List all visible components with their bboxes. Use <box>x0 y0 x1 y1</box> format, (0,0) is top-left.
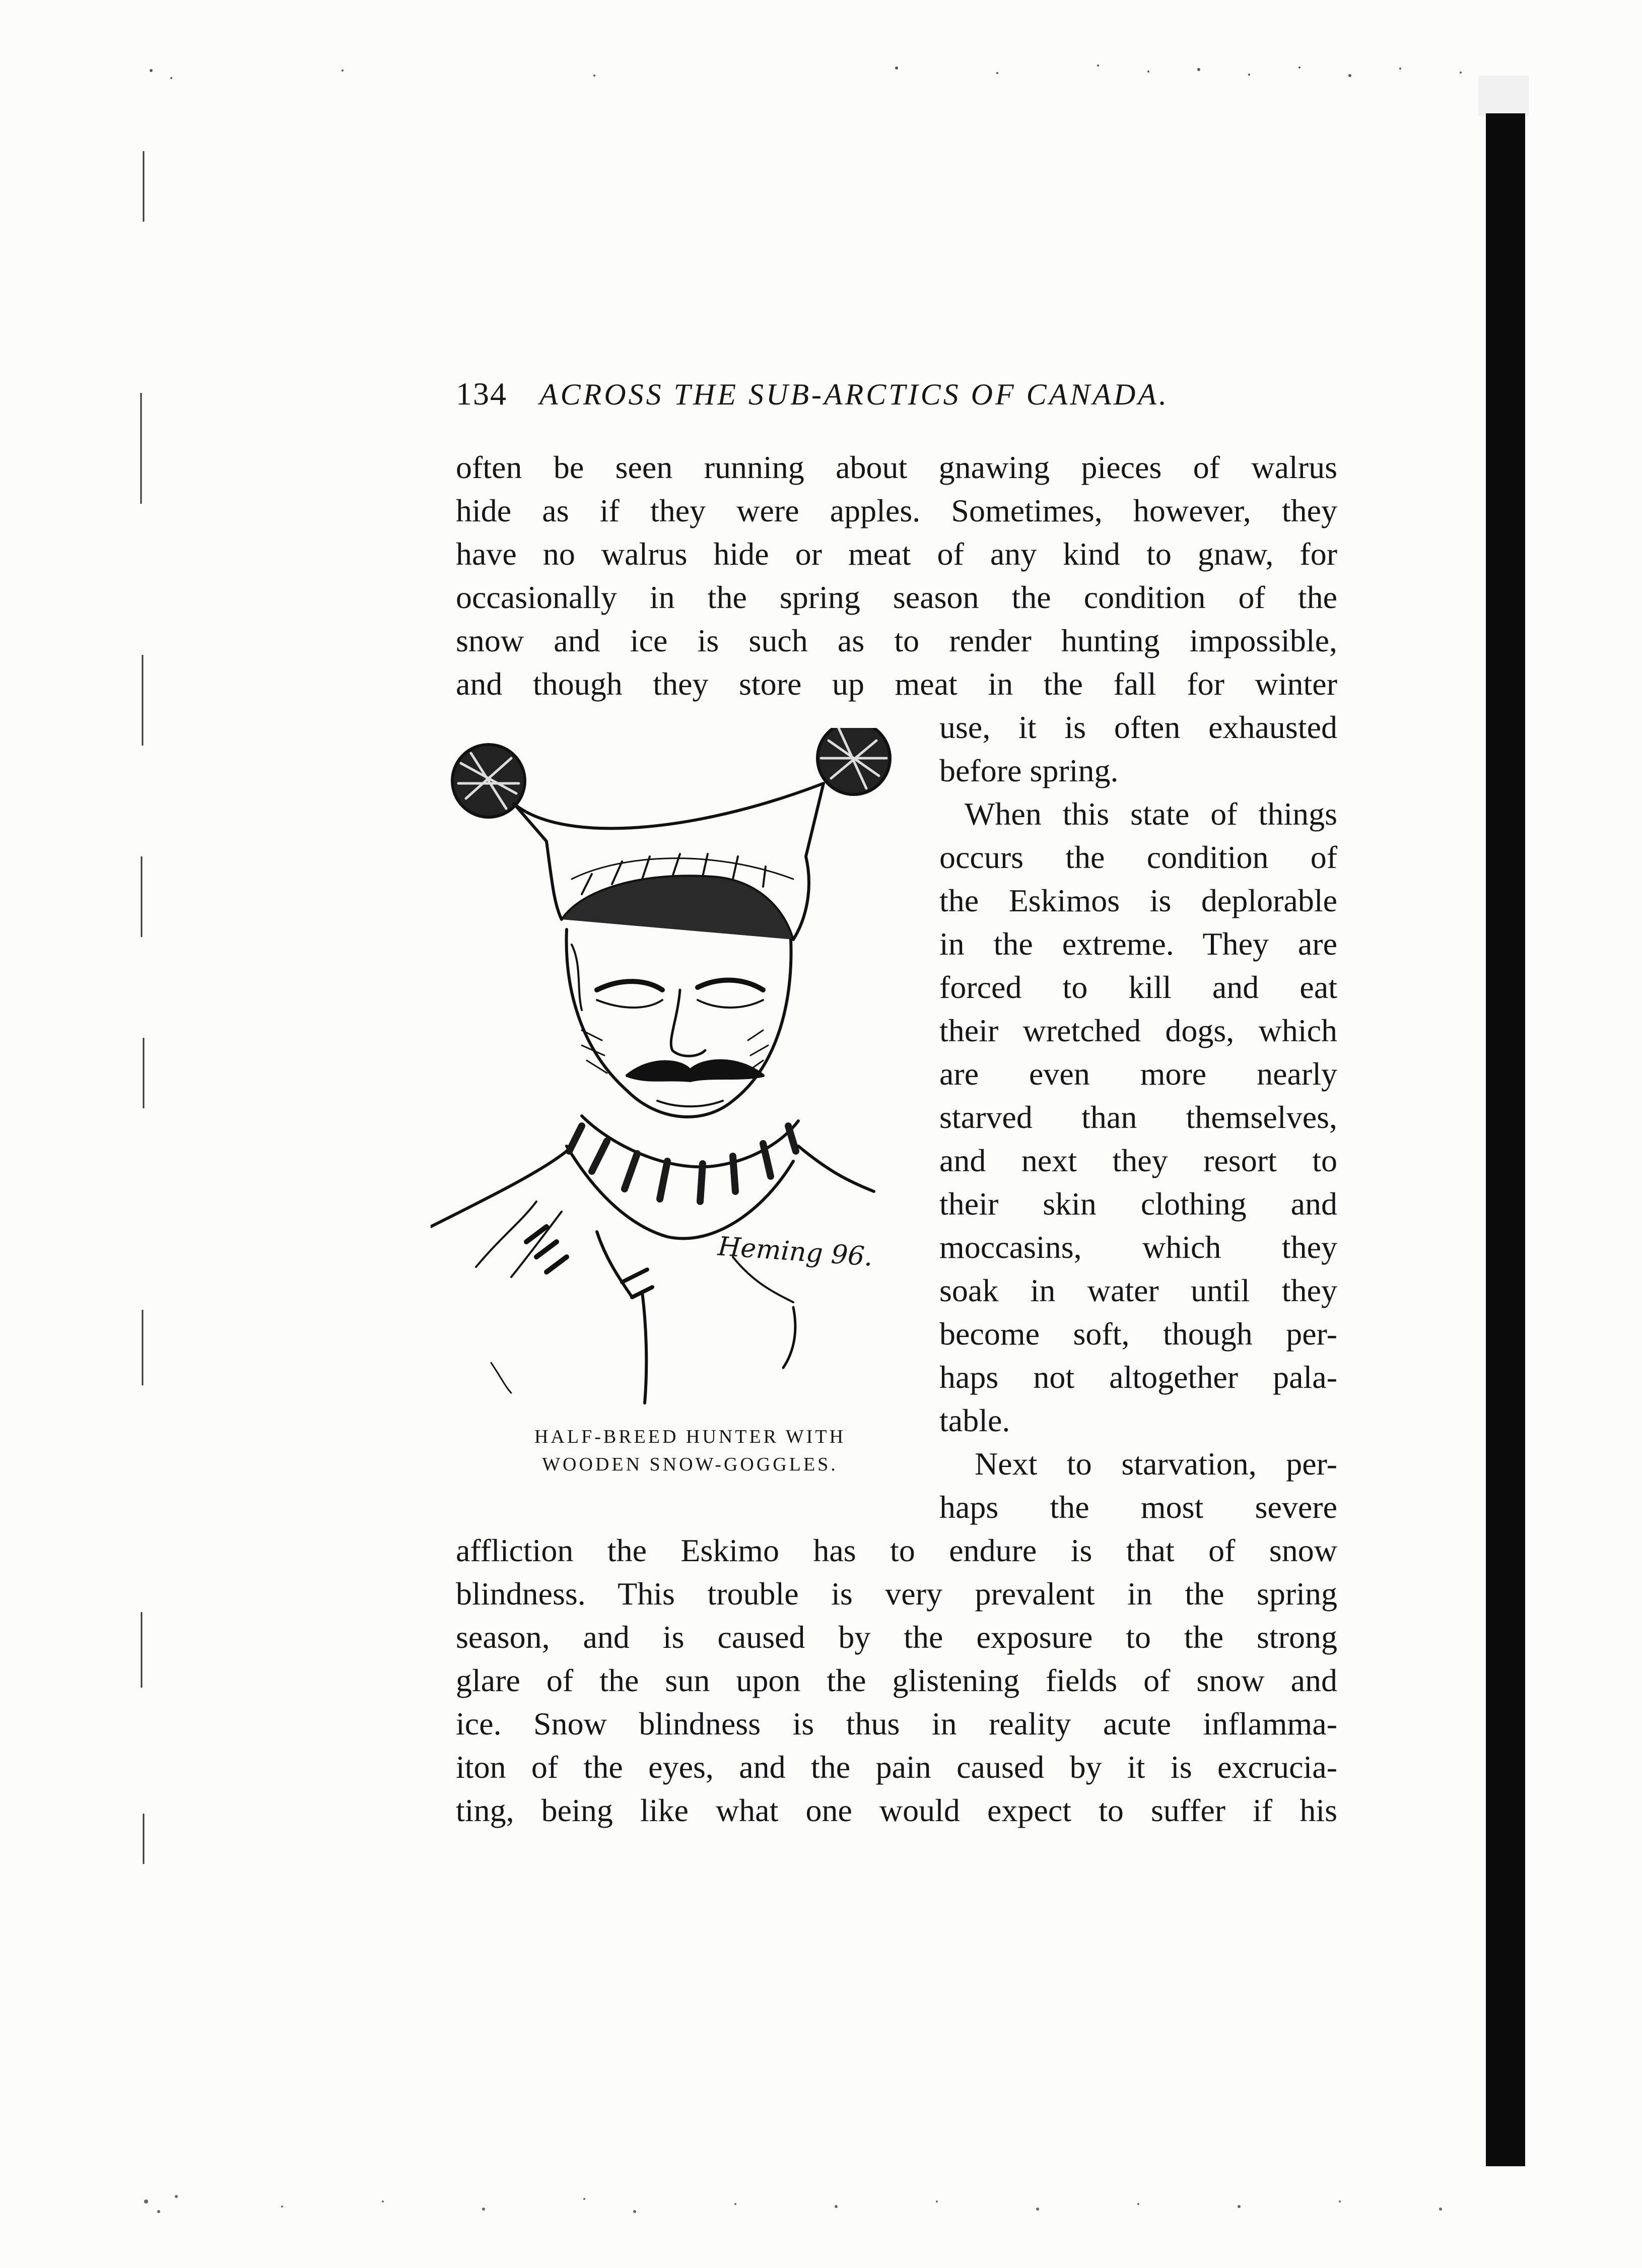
scan-speckle-bottom <box>131 2171 1491 2232</box>
column-line: When this state of things <box>965 796 1337 832</box>
running-head <box>456 375 1413 426</box>
body-line: glare of the sun upon the glistening fields of snow and <box>456 1662 1337 1698</box>
column-line: haps the most severe <box>939 1489 1337 1525</box>
running-title: ACROSS THE SUB-ARCTICS OF CANADA. <box>539 378 1169 411</box>
body-line: affliction the Eskimo has to endure is that of snow <box>456 1532 1337 1568</box>
body-line: occasionally in the spring season the condition of the <box>456 579 1337 615</box>
column-line: and next they resort to <box>939 1143 1337 1178</box>
body-line: and though they store up meat in the fall for winter <box>456 666 1337 702</box>
body-line: often be seen running about gnawing pieces of walrus <box>456 449 1337 485</box>
column-line: use, it is often exhausted <box>939 709 1337 745</box>
left-pompom <box>452 745 525 817</box>
body-line: ting, being like what one would expect to suffer if his <box>456 1792 1337 1828</box>
column-line: in the extreme. They are <box>939 926 1337 962</box>
body-line: ice. Snow blindness is thus in reality acute inflamma- <box>456 1706 1337 1742</box>
page-number: 134 <box>456 376 507 412</box>
column-line: before spring. <box>939 753 1119 788</box>
column-line: haps not altogether pala- <box>939 1359 1337 1395</box>
figure-caption-line-1: HALF-BREED HUNTER WITH <box>534 1426 846 1447</box>
column-line: are even more nearly <box>939 1056 1337 1092</box>
column-line: their wretched dogs, which <box>939 1013 1337 1048</box>
body-line: blindness. This trouble is very prevalent in the spring <box>456 1576 1337 1612</box>
hunter-portrait-illustration <box>431 728 912 1413</box>
body-line: season, and is caused by the exposure to the strong <box>456 1619 1337 1655</box>
right-pompom <box>817 728 890 794</box>
column-line: Next to starvation, per- <box>975 1446 1337 1482</box>
column-line: forced to kill and eat <box>939 969 1337 1005</box>
column-line: starved than themselves, <box>939 1099 1337 1135</box>
column-line: the Eskimos is deplorable <box>939 883 1337 918</box>
column-line: table. <box>939 1403 1010 1438</box>
body-line: snow and ice is such as to render hunting impossible, <box>456 623 1337 658</box>
column-line: moccasins, which they <box>939 1229 1337 1265</box>
scan-speckle-top <box>141 60 1501 91</box>
scan-left-edge-marks <box>128 151 159 1965</box>
body-line: have no walrus hide or meat of any kind to gnaw, for <box>456 536 1337 572</box>
column-line: soak in water until they <box>939 1273 1337 1308</box>
figure-caption-line-2: WOODEN SNOW-GOGGLES. <box>542 1454 838 1475</box>
artist-signature: Heming 96. <box>717 1231 874 1273</box>
body-line: iton of the eyes, and the pain caused by it is excrucia- <box>456 1749 1337 1785</box>
column-line: become soft, though per- <box>939 1316 1337 1352</box>
body-line: hide as if they were apples. Sometimes, however, they <box>456 493 1337 528</box>
column-line: occurs the condition of <box>939 839 1337 875</box>
column-line: their skin clothing and <box>939 1186 1337 1222</box>
binding-shadow <box>1486 113 1525 2166</box>
